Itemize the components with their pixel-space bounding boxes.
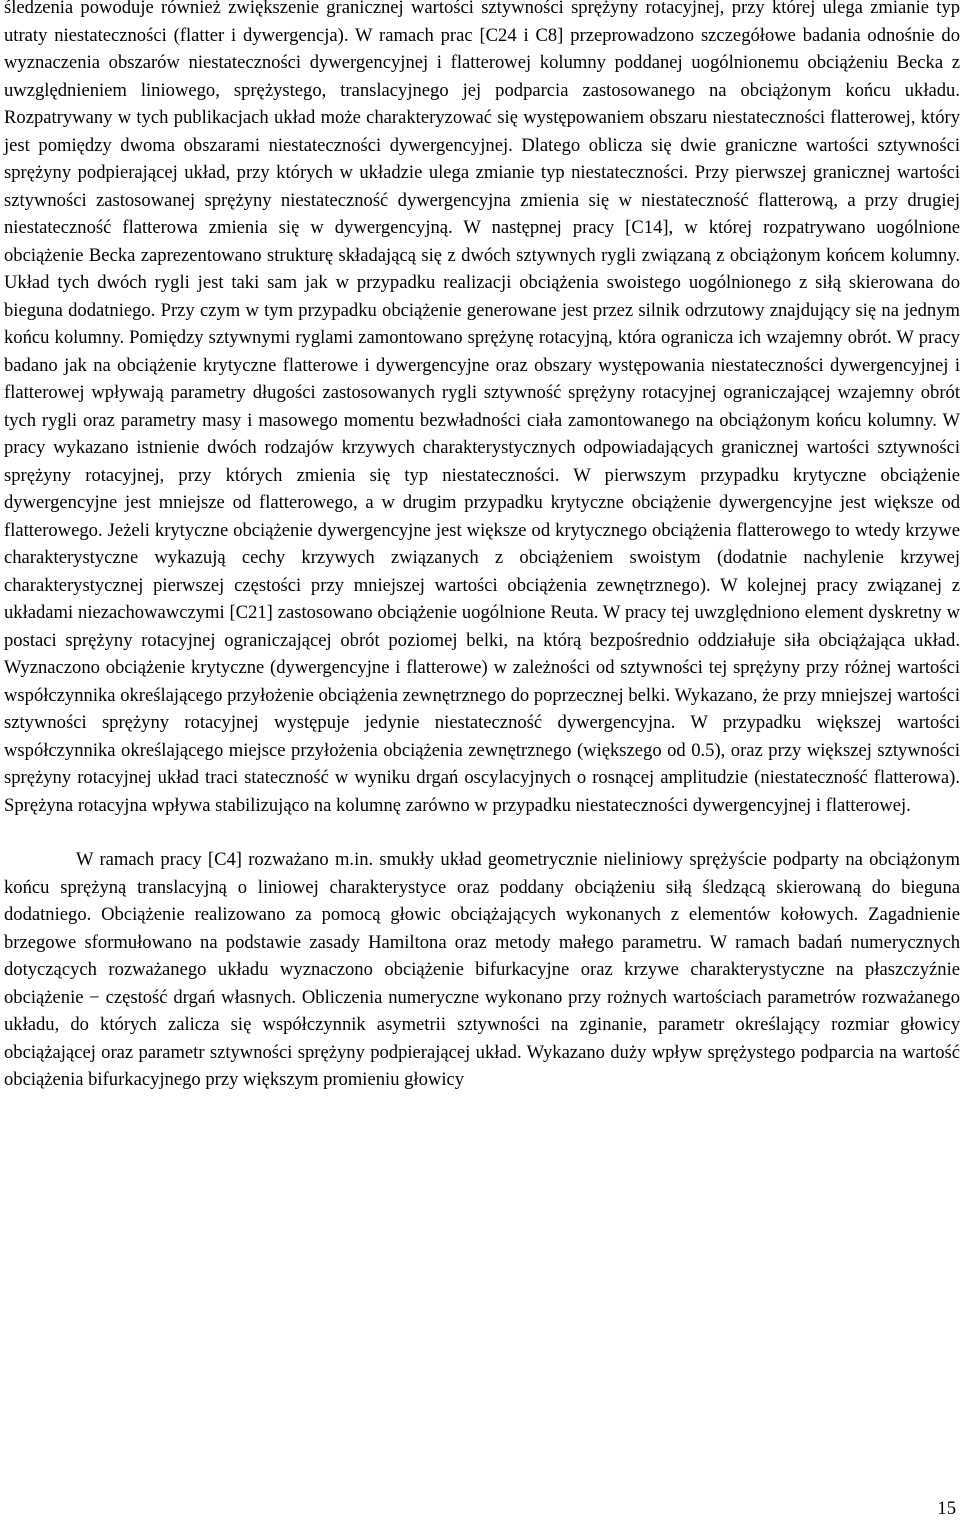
paragraph-2: W ramach pracy [C4] rozważano m.in. smukły układ geometrycznie nieliniowy sprężyście podparty na obciążonym końcu sprężyną translacyjną o liniowej charakterystyce oraz poddany obciążeniu siłą śledzącą skierowaną do bieguna dodatniego. Obciążenie realizowano za pomocą głowic obciążających wykonanych z elementów kołowych. Zagadnienie brzegowe sformułowano na podstawie zasady Hamiltona oraz metody małego parametru. W ramach badań numerycznych dotyczących rozważanego układu wyznaczono obciążenie bifurkacyjne oraz krzywe charakterystyczne na płaszczyźnie obciążenie − częstość drgań własnych. Obliczenia numeryczne wykonano przy rożnych wartościach parametrów rozważanego układu, do których zalicza się współczynnik asymetrii sztywności na zginanie, parametr określający rozmiar głowicy obciążającej oraz parametr sztywności sprężyny podpierającej układ. Wykazano duży wpływ sprężystego podparcia na wartość obciążenia bifurkacyjnego przy większym promieniu głowicy: [4, 849, 960, 1090]
paragraph-1: śledzenia powoduje również zwiększenie granicznej wartości sztywności sprężyny rotacyjnej, przy której ulega zmianie typ utraty niestateczności (flatter i dywergencja). W ramach prac [C24 i C8] przeprowadzono szczegółowe badania odnośnie do wyznaczenia obszarów niestateczności dywergencyjnej i flatterowej kolumny poddanej uogólnionemu obciążeniu Becka z uwzględnieniem liniowego, sprężystego, translacyjnego jej podparcia zastosowanego na obciążonym końcu układu. Rozpatrywany w tych publikacjach układ może charakteryzować się występowaniem obszaru niestateczności flatterowej, który jest pomiędzy dwoma obszarami niestateczności dywergencyjnej. Dlatego oblicza się dwie graniczne wartości sztywności sprężyny podpierającej układ, przy których w układzie ulega zmianie typ niestateczności. Przy pierwszej granicznej wartości sztywności zastosowanej sprężyny niestateczność dywergencyjna zmienia się w niestateczność flatterową, a przy drugiej niestateczność flatterowa zmienia się w dywergencyjną. W następnej pracy [C14], w której rozpatrywano uogólnione obciążenie Becka zaprezentowano strukturę składającą się z dwóch sztywnych rygli związaną z obciążonym końcem kolumny. Układ tych dwóch rygli jest taki sam jak w przypadku realizacji obciążenia swoistego uogólnionego z siłą skierowana do bieguna dodatniego. Przy czym w tym przypadku obciążenie generowane jest przez silnik odrzutowy znajdujący się na jednym końcu kolumny. Pomiędzy sztywnymi ryglami zamontowano sprężynę rotacyjną, która ogranicza ich wzajemny obrót. W pracy badano jak na obciążenie krytyczne flatterowe i dywergencyjne oraz obszary występowania niestateczności dywergencyjnej i flatterowej wpływają parametry długości zastosowanych rygli sztywność sprężyny rotacyjnej ograniczającej wzajemny obrót tych rygli oraz parametry masy i masowego momentu bezwładności ciała zamontowanego na obciążonym końcu kolumny. W pracy wykazano istnienie dwóch rodzajów krzywych charakterystycznych odpowiadających granicznej wartości sztywności sprężyny rotacyjnej, przy których zmienia się typ niestateczności. W pierwszym przypadku krytyczne obciążenie dywergencyjne jest mniejsze od flatterowego, a w drugim przypadku krytyczne obciążenie dywergencyjne jest większe od flatterowego. Jeżeli krytyczne obciążenie dywergencyjne jest większe od krytycznego obciążenia flatterowego to wtedy krzywe charakterystyczne wykazują cechy krzywych związanych z obciążeniem swoistym (dodatnie nachylenie krzywej charakterystycznej pierwszej częstości przy mniejszej wartości obciążenia zewnętrznego). W kolejnej pracy związanej z układami niezachowawczymi [C21] zastosowano obciążenie uogólnione Reuta. W pracy tej uwzględniono element dyskretny w postaci sprężyny rotacyjnej ograniczającej obrót poziomej belki, na którą bezpośrednio oddziałuje siła obciążająca układ. Wyznaczono obciążenie krytyczne (dywergencyjne i flatterowe) w zależności od sztywności tej sprężyny przy różnej wartości współczynnika określającego przyłożenie obciążenia zewnętrznego do poprzecznej belki. Wykazano, że przy mniejszej wartości sztywności sprężyny rotacyjnej występuje jedynie niestateczność dywergencyjna. W przypadku większej wartości współczynnika określającego miejsce przyłożenia obciążenia zewnętrznego (większego od 0.5), oraz przy większej sztywności sprężyny rotacyjnej układ traci stateczność w wyniku drgań oscylacyjnych o rosnącej amplitudzie (niestateczność flatterowa). Sprężyna rotacyjna wpływa stabilizująco na kolumnę zarówno w przypadku niestateczności dywergencyjnej i flatterowej.: [4, 0, 960, 816]
document-page: [4, 0, 960, 1094]
page-number: 15: [937, 1498, 956, 1519]
